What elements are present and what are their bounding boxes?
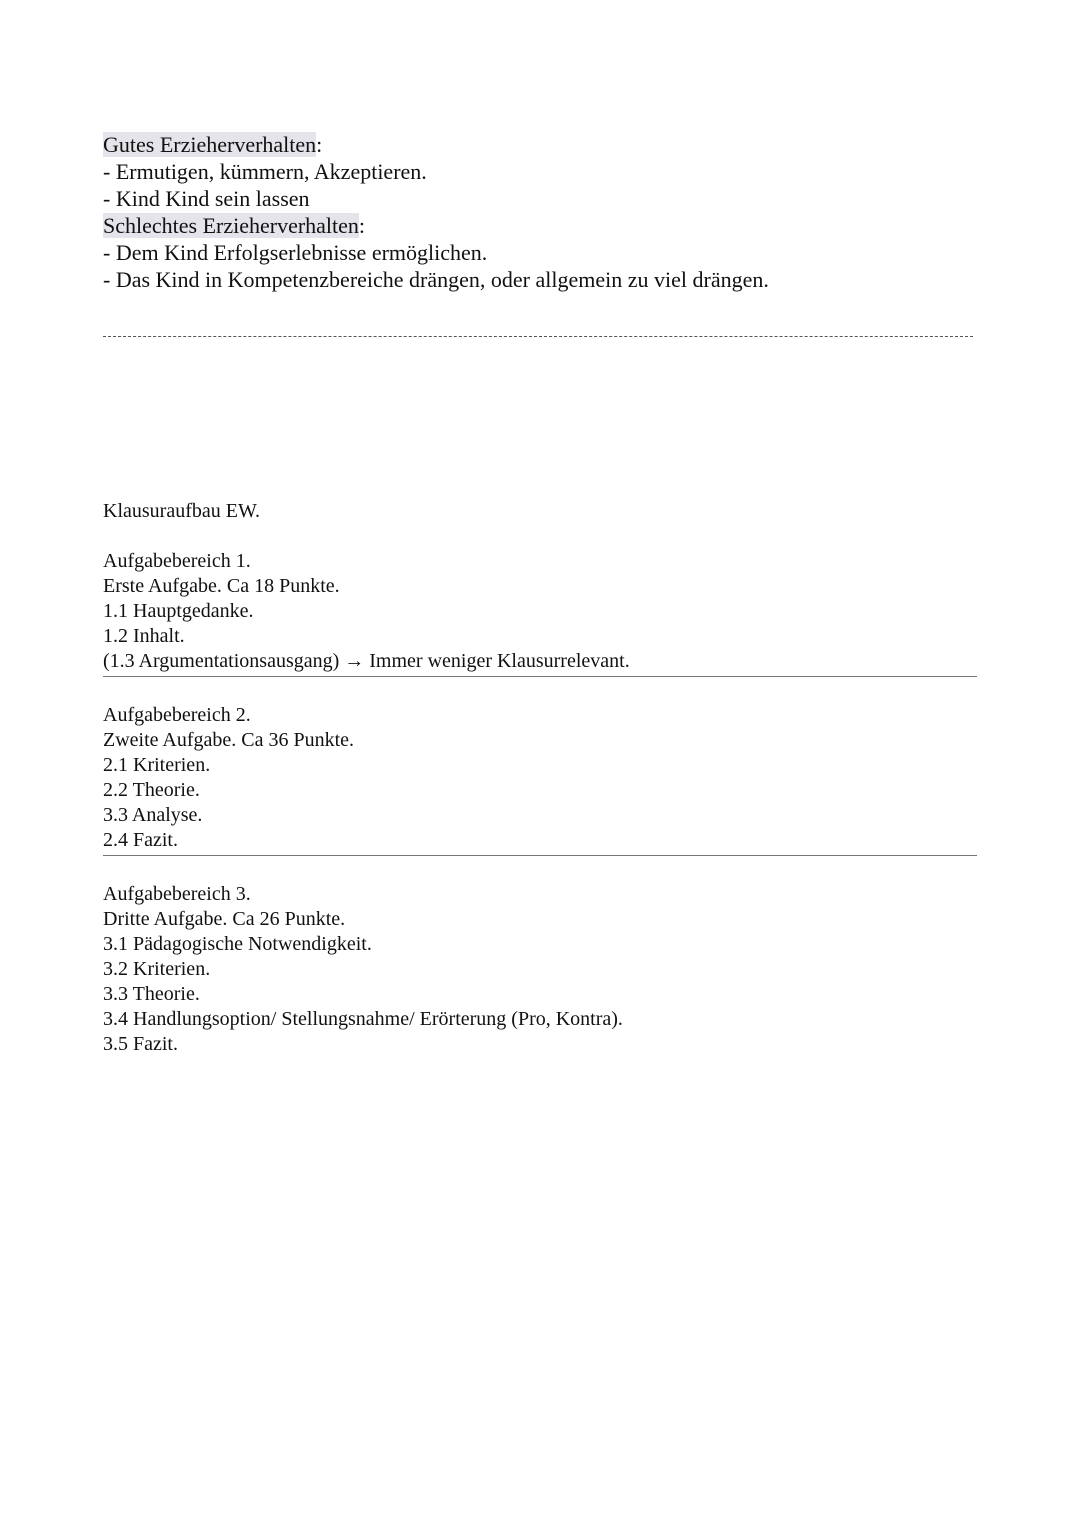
good-behavior-heading: Gutes Erzieherverhalten [103,132,317,157]
task-area-heading: Aufgabebereich 1. [103,550,251,572]
bad-behavior-item: - Das Kind in Kompetenzbereiche drängen, oder allgemein zu viel drängen. [103,267,769,292]
spacer [103,856,983,882]
exam-structure-title: Klausuraufbau EW. [103,500,260,522]
good-behavior-item: - Ermutigen, kümmern, Akzeptieren. [103,159,427,184]
task-area-item: 3.2 Kriterien. [103,958,211,980]
task-area-item: 2.1 Kriterien. [103,754,211,776]
task-area-item: 2.2 Theorie. [103,779,200,801]
task-area-1 [103,549,977,677]
task-area-item: 2.4 Fazit. [103,829,178,851]
task-area-3 [103,882,977,1059]
task-area-item: 3.3 Analyse. [103,804,203,826]
bad-behavior-heading-line [103,212,983,239]
task-area-item: 3.5 Fazit. [103,1033,178,1055]
task-area-heading: Aufgabebereich 3. [103,883,251,905]
task-area-2 [103,703,977,856]
task-area-item: 3.1 Pädagogische Notwendigkeit. [103,933,372,955]
bad-behavior-item: - Dem Kind Erfolgserlebnisse ermöglichen. [103,240,488,265]
task-area-points: Zweite Aufgabe. Ca 36 Punkte. [103,729,355,751]
good-behavior-item: - Kind Kind sein lassen [103,186,310,211]
bad-behavior-heading: Schlechtes Erzieherverhalten [103,213,359,238]
dashed-separator [103,336,973,337]
task-area-item: 3.3 Theorie. [103,983,200,1005]
task-area-item: 3.4 Handlungsoption/ Stellungsnahme/ Erörterung (Pro, Kontra). [103,1008,623,1030]
good-behavior-heading-line [103,131,983,158]
bad-behavior-colon: : [358,213,366,238]
task-area-item: 1.1 Hauptgedanke. [103,600,254,622]
task-area-item: 1.2 Inhalt. [103,625,185,647]
spacer [103,677,983,703]
task-area-points: Erste Aufgabe. Ca 18 Punkte. [103,575,340,597]
task-area-points: Dritte Aufgabe. Ca 26 Punkte. [103,908,346,930]
task-area-heading: Aufgabebereich 2. [103,704,251,726]
exam-structure-section [103,499,983,1059]
educator-behavior-section [103,131,983,293]
good-behavior-colon: : [316,132,323,157]
task-area-item: (1.3 Argumentationsausgang) → Immer weniger Klausurrelevant. [103,650,630,672]
